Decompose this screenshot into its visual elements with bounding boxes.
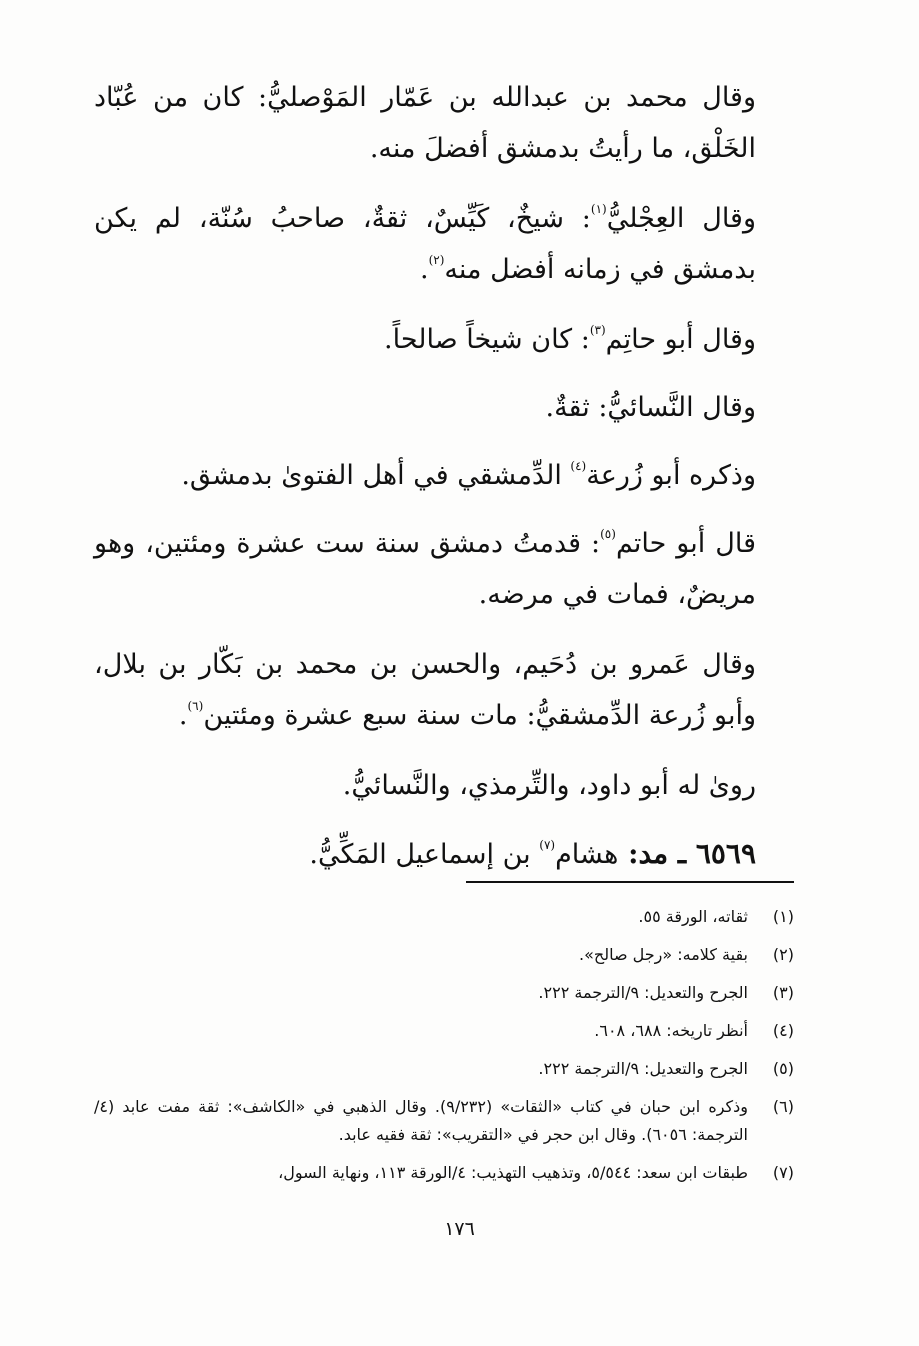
footnote-ref[interactable]: (٣) xyxy=(589,323,606,337)
paragraph-ijli xyxy=(94,193,794,295)
footnote-number: (١) xyxy=(772,907,794,926)
footnote-number: (٥) xyxy=(772,1059,794,1078)
footnote-text: أنظر تاريخه: ٦٨٨، ٦٠٨. xyxy=(594,1021,748,1040)
footnote-divider xyxy=(466,881,794,883)
paragraph-text: وقال محمد بن عبدالله بن عَمّار المَوْصليُّ: كان من عُبّاد الخَلْق، ما رأيتُ بدمشق أفضلَ منه. xyxy=(94,82,756,164)
footnote-number: (٦) xyxy=(772,1097,794,1116)
paragraph-text: هشام xyxy=(555,839,619,870)
paragraph-text: بن إسماعيل المَكِّيُّ. xyxy=(309,839,540,870)
paragraph-text: قال أبو حاتم xyxy=(615,528,756,559)
paragraph-narrators xyxy=(94,760,794,811)
paragraph-text: : كان شيخاً صالحاً. xyxy=(384,324,590,355)
paragraph-text: . xyxy=(178,700,188,731)
paragraph-abu-hatim-death xyxy=(94,518,794,620)
paragraph-text: وقال العِجْليُّ xyxy=(606,203,756,234)
footnote-text: بقية كلامه: «رجل صالح». xyxy=(579,945,748,964)
paragraph-abu-zura xyxy=(94,450,794,501)
footnote-ref[interactable]: (٧) xyxy=(539,838,556,852)
footnote-ref[interactable]: (٤) xyxy=(570,459,587,473)
footnote xyxy=(94,941,794,969)
footnote xyxy=(94,1093,794,1149)
paragraph-nasai xyxy=(94,382,794,433)
footnote-text: وذكره ابن حبان في كتاب «الثقات» (٩/٢٣٢). وقال الذهبي في «الكاشف»: ثقة مفت عابد (٤/الترجمة: ٦٠٥٦). وقال ابن حجر في «التقريب»: ثقة فقيه عابد. xyxy=(94,1097,749,1144)
paragraph-text: وقال عَمرو بن دُحَيم، والحسن بن محمد بن بَكّار بن بلال، وأبو زُرعة الدِّمشقيُّ: مات سنة سبع عشرة ومئتين xyxy=(94,649,756,731)
paragraph-abu-hatim xyxy=(94,314,794,365)
footnote xyxy=(94,903,794,931)
paragraph-ibn-ammar xyxy=(94,72,794,174)
footnote-text: ثقاته، الورقة ٥٥. xyxy=(638,907,748,926)
main-text xyxy=(94,72,794,897)
footnote xyxy=(94,1159,794,1187)
entry-heading xyxy=(94,828,794,880)
paragraph-text: وذكره أبو زُرعة xyxy=(586,460,756,491)
page-number: ١٧٦ xyxy=(444,1218,475,1240)
footnote-text: طبقات ابن سعد: ٥/٥٤٤، وتذهيب التهذيب: ٤/الورقة ١١٣، ونهاية السول، xyxy=(278,1163,748,1182)
footnote-text: الجرح والتعديل: ٩/الترجمة ٢٢٢. xyxy=(538,983,748,1002)
paragraph-text: وقال أبو حاتِم xyxy=(605,324,756,355)
footnote-ref[interactable]: (٥) xyxy=(600,527,616,541)
footnote-ref[interactable]: (٢) xyxy=(428,253,445,267)
footnotes xyxy=(94,903,794,1197)
footnote-number: (٤) xyxy=(772,1021,794,1040)
footnote-text: الجرح والتعديل: ٩/الترجمة ٢٢٢. xyxy=(538,1059,748,1078)
footnote xyxy=(94,1017,794,1045)
paragraph-text: . xyxy=(420,254,429,285)
footnote xyxy=(94,979,794,1007)
entry-number: ٦٥٦٩ ـ مد: xyxy=(618,837,756,870)
footnote-ref[interactable]: (٦) xyxy=(187,699,204,713)
footnote-ref[interactable]: (١) xyxy=(590,202,607,216)
footnote-number: (٢) xyxy=(772,945,794,964)
footnote-number: (٣) xyxy=(772,983,794,1002)
footnote xyxy=(94,1055,794,1083)
paragraph-death-date xyxy=(94,639,794,741)
paragraph-text: روىٰ له أبو داود، والتِّرمذي، والنَّسائيُّ. xyxy=(342,770,756,801)
paragraph-text: وقال النَّسائيُّ: ثقةٌ. xyxy=(545,392,756,423)
paragraph-text: : شيخٌ، كَيِّسٌ، ثقةٌ، صاحبُ سُنّة، لم يكن بدمشق في زمانه أفضل منه xyxy=(94,203,756,285)
footnote-number: (٧) xyxy=(772,1163,794,1182)
paragraph-text: : قدمتُ دمشق سنة ست عشرة ومئتين، وهو مريضٌ، فمات في مرضه. xyxy=(94,528,756,610)
paragraph-text: الدِّمشقي في أهل الفتوىٰ بدمشق. xyxy=(181,460,571,491)
